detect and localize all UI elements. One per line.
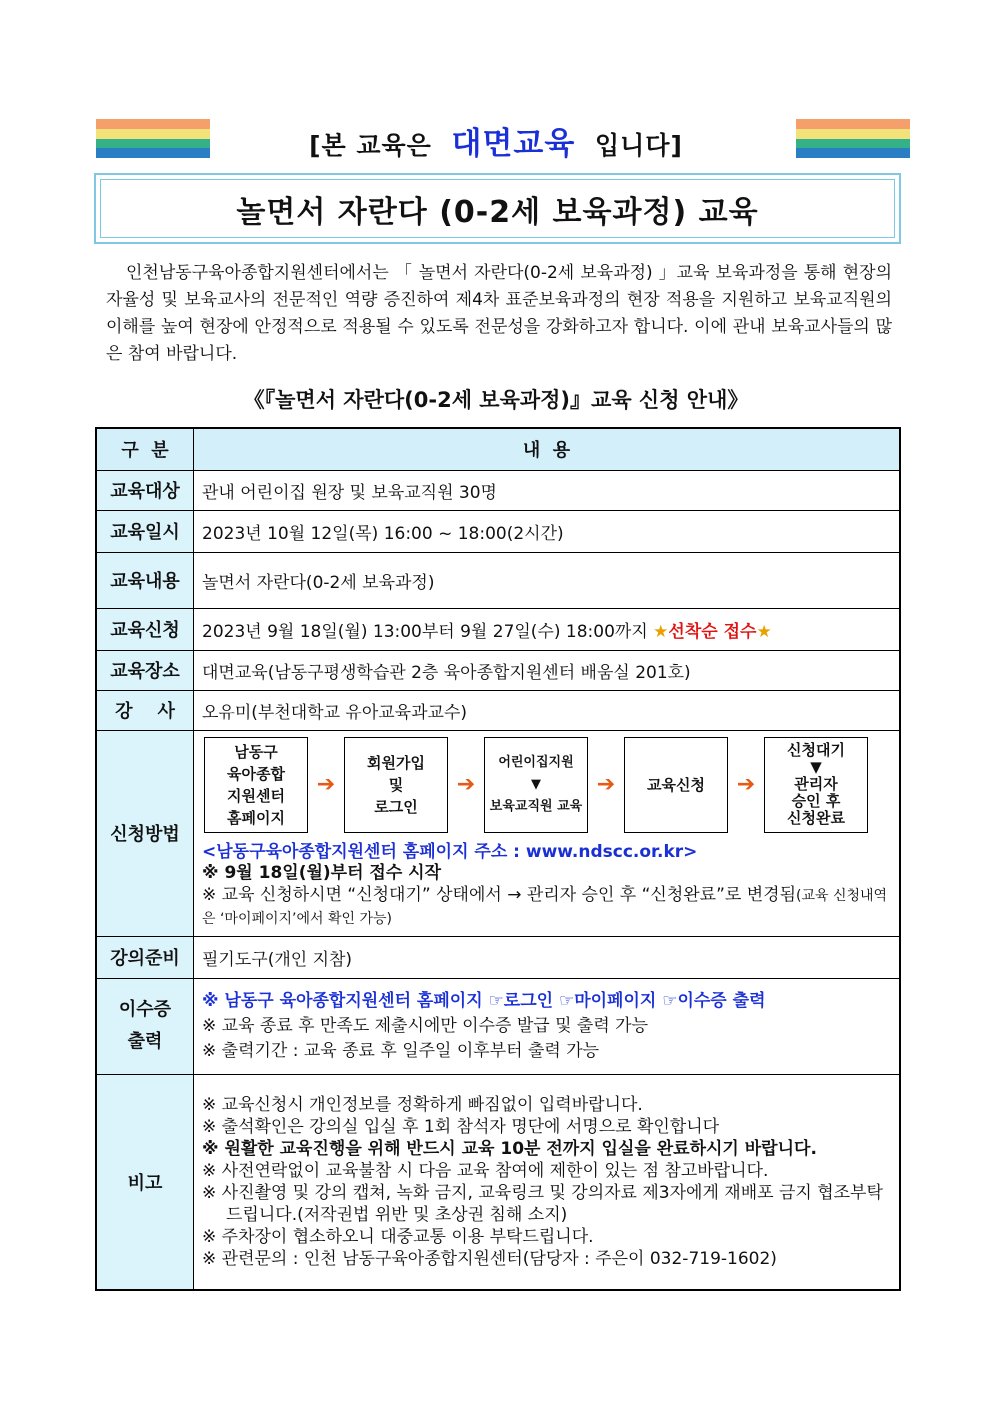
title-box bbox=[94, 173, 901, 244]
table-row bbox=[96, 730, 900, 936]
header-label: 구 분 bbox=[96, 428, 194, 470]
apply-note: ※ 교육 신청하시면 “신청대기” 상태에서 → 관리자 승인 후 “신청완료”로 변경됨(교육 신청내역은 ‘마이페이지’에서 확인 가능) bbox=[202, 884, 888, 927]
row-value: 오유미(부천대학교 유아교육과교수) bbox=[194, 690, 901, 730]
remark-item: ※ 출석확인은 강의실 입실 후 1회 참석자 명단에 서명으로 확인합니다 bbox=[202, 1116, 720, 1137]
row-value: 놀면서 자란다(0-2세 보육과정) bbox=[194, 552, 901, 608]
banner-prefix: [본 교육은 bbox=[309, 131, 432, 160]
flow-step: 남동구 육아종합 지원센터 홈페이지 bbox=[204, 737, 308, 833]
flow-step: 신청대기 ▼ 관리자 승인 후 신청완료 bbox=[764, 737, 868, 833]
table-row bbox=[96, 510, 900, 552]
row-label: 교육내용 bbox=[96, 552, 194, 608]
row-value: 대면교육(남동구평생학습관 2층 육아종합지원센터 배움실 201호) bbox=[194, 650, 901, 690]
remark-item: ※ 원활한 교육진행을 위해 반드시 교육 10분 전까지 입실을 완료하시기 바랍니다. bbox=[202, 1138, 817, 1159]
table-row bbox=[96, 978, 900, 1074]
cert-path: ※ 남동구 육아종합지원센터 홈페이지 ☞로그인 ☞마이페이지 ☞이수증 출력 bbox=[202, 990, 766, 1011]
row-label: 교육대상 bbox=[96, 470, 194, 510]
table-row bbox=[96, 690, 900, 730]
row-label: 교육일시 bbox=[96, 510, 194, 552]
page-title: 놀면서 자란다 (0-2세 보육과정) 교육 bbox=[100, 179, 895, 238]
format-banner bbox=[0, 118, 992, 163]
flow-step: 회원가입 및 로그인 bbox=[344, 737, 448, 833]
row-value: 2023년 10월 12일(목) 16:00 ~ 18:00(2시간) bbox=[194, 510, 901, 552]
row-label: 신청방법 bbox=[96, 730, 194, 936]
star-icon: ★ bbox=[756, 621, 772, 642]
homepage-address: <남동구육아종합지원센터 홈페이지 주소 : www.ndscc.or.kr> bbox=[202, 841, 698, 862]
row-value: 관내 어린이집 원장 및 보육교직원 30명 bbox=[194, 470, 901, 510]
first-come-badge: 선착순 접수 bbox=[668, 621, 757, 642]
remarks-cell bbox=[194, 1074, 901, 1290]
banner-highlight: 대면교육 bbox=[451, 126, 576, 162]
row-label: 교육신청 bbox=[96, 608, 194, 650]
row-label: 교육장소 bbox=[96, 650, 194, 690]
row-label: 이수증 출력 bbox=[96, 978, 194, 1074]
start-note: ※ 9월 18일(월)부터 접수 시작 bbox=[202, 862, 442, 883]
arrow-right-icon: ➔ bbox=[316, 772, 336, 797]
remark-item: ※ 주차장이 협소하오니 대중교통 이용 부탁드립니다. bbox=[202, 1226, 594, 1247]
method-cell bbox=[194, 730, 901, 936]
remark-item: ※ 사전연락없이 교육불참 시 다음 교육 참여에 제한이 있는 점 참고바랍니다. bbox=[202, 1160, 769, 1181]
star-icon: ★ bbox=[653, 621, 669, 642]
flow-step: 교육신청 bbox=[624, 737, 728, 833]
arrow-right-icon: ➔ bbox=[596, 772, 616, 797]
table-row bbox=[96, 552, 900, 608]
table-row bbox=[96, 1074, 900, 1290]
arrow-right-icon: ➔ bbox=[736, 772, 756, 797]
row-value: 필기도구(개인 지참) bbox=[194, 936, 901, 978]
table-row bbox=[96, 470, 900, 510]
row-label: 비고 bbox=[96, 1074, 194, 1290]
table-row bbox=[96, 936, 900, 978]
cert-cell bbox=[194, 978, 901, 1074]
flow-step: 어린이집지원 ▼ 보육교직원 교육 bbox=[484, 737, 588, 833]
process-flow bbox=[204, 737, 893, 833]
banner-suffix: 입니다] bbox=[595, 131, 683, 160]
table-header-row bbox=[96, 428, 900, 470]
intro-paragraph: 인천남동구육아종합지원센터에서는 「 놀면서 자란다(0-2세 보육과정) 」교육 보육과정을 통해 현장의 자율성 및 보육교사의 전문적인 역량 증진하여 제4차 표준보육과정의 현장 적용을 지원하고 보육교직원의 이해를 높여 현장에 안정적으로 적용될 수 있도록 전문성을 강화하고자 합니다. 이에 관내 보육교사들의 많은 참여 바랍니다. bbox=[106, 263, 892, 364]
arrow-right-icon: ➔ bbox=[456, 772, 476, 797]
section-subtitle: 《『놀면서 자란다(0-2세 보육과정)』교육 신청 안내》 bbox=[243, 388, 749, 412]
cert-note: ※ 출력기간 : 교육 종료 후 일주일 이후부터 출력 가능 bbox=[202, 1040, 600, 1061]
table-row bbox=[96, 608, 900, 650]
row-value bbox=[194, 608, 901, 650]
cert-note: ※ 교육 종료 후 만족도 제출시에만 이수증 발급 및 출력 가능 bbox=[202, 1015, 648, 1036]
row-label: 강 사 bbox=[96, 690, 194, 730]
apply-period: 2023년 9월 18일(월) 13:00부터 9월 27일(수) 18:00까지 bbox=[202, 621, 648, 642]
remark-item: ※ 교육신청시 개인정보를 정확하게 빠짐없이 입력바랍니다. bbox=[202, 1094, 643, 1115]
remark-item: ※ 사진촬영 및 강의 캡쳐, 녹화 금지, 교육링크 및 강의자료 제3자에게 재배포 금지 협조부탁드립니다.(저작권법 위반 및 초상권 침해 소지) bbox=[202, 1182, 883, 1225]
remark-item: ※ 관련문의 : 인천 남동구육아종합지원센터(담당자 : 주은이 032-719-1602) bbox=[202, 1248, 777, 1269]
header-content: 내 용 bbox=[194, 428, 901, 470]
table-row bbox=[96, 650, 900, 690]
row-label: 강의준비 bbox=[96, 936, 194, 978]
info-table bbox=[95, 427, 901, 1291]
